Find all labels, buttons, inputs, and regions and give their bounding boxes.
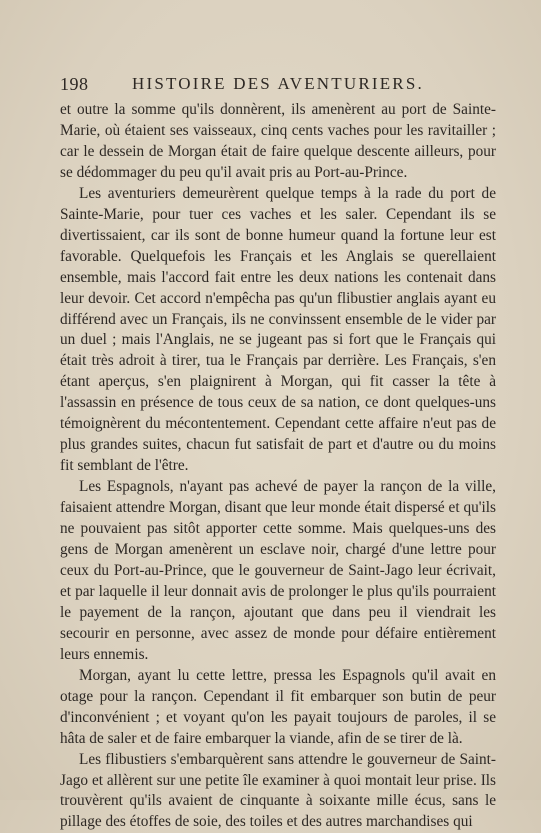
paragraph-continuation: et outre la somme qu'ils donnèrent, ils amenèrent au port de Sainte-Marie, où étaient ses vaisseaux, cinq cents vaches pour les ravitailler ; car le dessein de Morgan était de faire quelque descente ailleurs, pour se dédommager du peu qu'il avait pris au Port-au-Prince. [60,101,496,181]
paragraph: Les aventuriers demeurèrent quelque temps à la rade du port de Sainte-Marie, pour tuer ces vaches et les saler. Cependant ils se divertissaient, car ils sont de bonne humeur quand la fortune leur est favorable. Quelquefois les Français et les Anglais se querellaient ensemble, mais l'accord fait entre les deux nations les contenait dans leur devoir. Cet accord n'empêcha pas qu'un flibustier anglais ayant eu différend avec un Français, ils ne convinssent ensemble de le vider par un duel ; mais l'Anglais, ne se jugeant pas si fort que le Français qui était très adroit à tirer, tua le Français par derrière. Les Français, s'en étant aperçus, s'en plaignirent à Morgan, qui fit casser la tête à l'assassin en présence de tous ceux de sa nation, ce dont quelques-uns témoignèrent du mécontentement. Cependant cette affaire n'eut pas de plus grandes suites, chacun fut satisfait de part et d'autre ou du moins fit semblant de l'être. [60,184,496,475]
body-text [60,100,496,833]
paragraph: Les Espagnols, n'ayant pas achevé de payer la rançon de la ville, faisaient attendre Morgan, disant que leur monde était dispersé et qu'ils ne pouvaient pas sitôt apporter cette somme. Mais quelques-uns des gens de Morgan amenèrent un esclave noir, chargé d'une lettre pour ceux du Port-au-Prince, que le gouverneur de Saint-Jago leur écrivait, et par laquelle il leur donnait avis de prolonger le plus qu'ils pourraient le payement de la rançon, ajoutant que dans peu il viendrait les secourir en personne, avec assez de monde pour défaire entièrement leurs ennemis. [60,478,496,663]
page-number: 198 [60,74,89,94]
paragraph: Les flibustiers s'embarquèrent sans attendre le gouverneur de Saint-Jago et allèrent sur une petite île examiner à quoi montait leur prise. Ils trouvèrent qu'ils avaient de cinquante à soixante mille écus, sans le pillage des étoffes de soie, des toiles et des autres marchandises qui [60,750,496,831]
running-head [60,74,496,96]
running-title: HISTOIRE DES AVENTURIERS. [132,74,424,93]
paragraph: Morgan, ayant lu cette lettre, pressa les Espagnols qu'il avait en otage pour la rançon. Cependant il fit embarquer son butin de peur d'inconvénient ; et voyant qu'on les payait toujours de paroles, il se hâta de saler et de faire embarquer la viande, afin de se tirer de là. [60,666,496,747]
